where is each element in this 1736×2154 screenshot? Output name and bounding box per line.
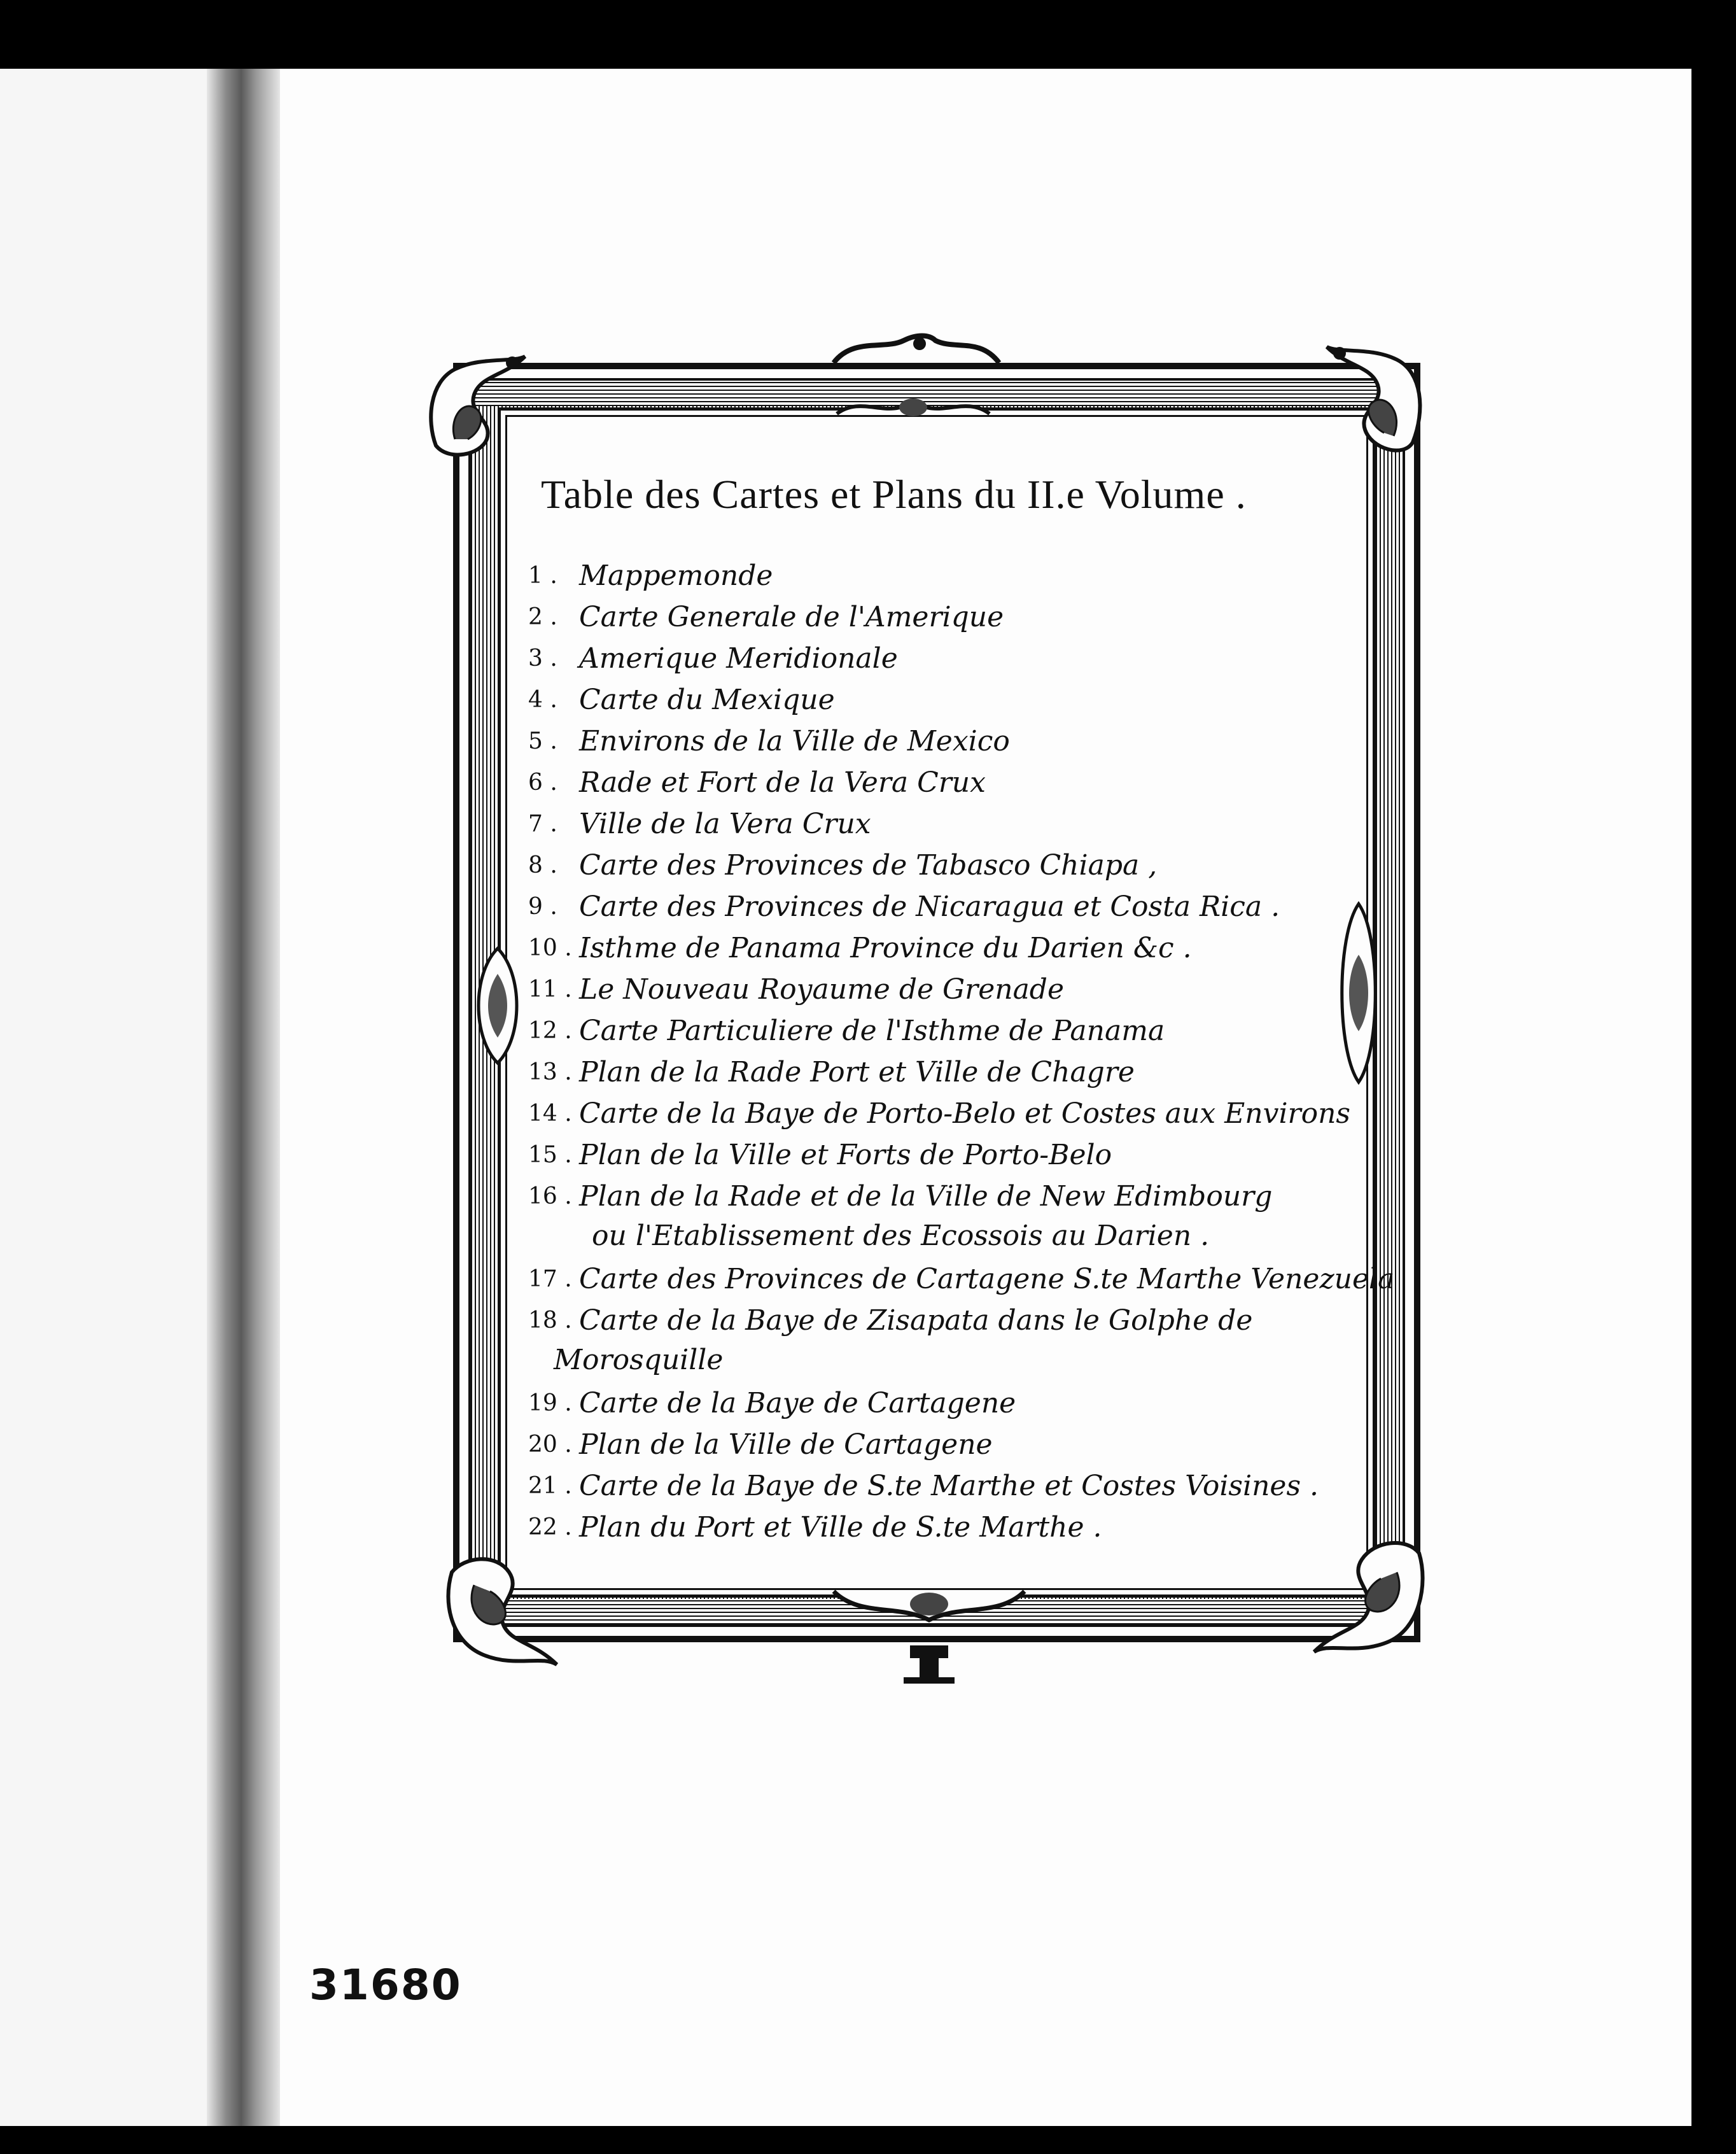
entry-number: 1 .: [528, 563, 557, 589]
entry-number: 17 .: [528, 1266, 572, 1292]
list-item: [528, 887, 1355, 929]
entry-text: Ville de la Vera Crux: [579, 808, 871, 840]
list-item: [528, 1425, 1355, 1467]
entry-text: Amerique Meridionale: [579, 642, 898, 675]
entry-text: Plan de la Ville de Cartagene: [579, 1428, 993, 1461]
entry-text-block: [579, 1177, 1272, 1260]
entry-text: Carte du Mexique: [579, 684, 835, 716]
entry-text: Carte des Provinces de Cartagene S.te Marthe Venezuela: [579, 1263, 1395, 1295]
entry-number: 14 .: [528, 1101, 572, 1127]
ornament-top-center-icon: [827, 331, 1005, 369]
entry-text: Mappemonde: [579, 560, 773, 592]
entry-number: 19 .: [528, 1390, 572, 1416]
list-item: [528, 1136, 1355, 1177]
ornament-bottom-center-icon: [827, 1579, 1031, 1630]
list-item: [528, 970, 1355, 1011]
entry-number: 10 .: [528, 935, 572, 961]
list-item: [528, 1053, 1355, 1094]
entry-text: Carte de la Baye de Porto-Belo et Costes aux Environs: [579, 1097, 1350, 1130]
entry-text: Carte des Provinces de Tabasco Chiapa ,: [579, 849, 1158, 882]
entry-number: 12 .: [528, 1018, 572, 1044]
list-item: [528, 680, 1355, 722]
list-item: [528, 1011, 1355, 1053]
entry-number: 5 .: [528, 728, 557, 754]
list-item: [528, 805, 1355, 846]
entry-text: Carte Particuliere de l'Isthme de Panama: [579, 1015, 1165, 1047]
list-item: [528, 722, 1355, 763]
entry-text: Plan de la Rade Port et Ville de Chagre: [579, 1056, 1135, 1088]
left-blank-page: [0, 69, 229, 2126]
entry-number: 4 .: [528, 687, 557, 713]
ornament-corner-top-left-icon: [423, 344, 538, 465]
list-item: [528, 598, 1355, 639]
list-item: [528, 1177, 1355, 1260]
list-item: [528, 929, 1355, 970]
entry-text: Carte de la Baye de Cartagene: [579, 1387, 1016, 1419]
entry-number: 6 .: [528, 770, 557, 796]
entry-text: Isthme de Panama Province du Darien &c .: [579, 932, 1192, 964]
entry-number: 22 .: [528, 1514, 572, 1540]
list-item: [528, 556, 1355, 598]
list-item: [528, 1508, 1355, 1549]
entry-number: 3 .: [528, 645, 557, 672]
list-item: [528, 846, 1355, 887]
entry-text: Carte des Provinces de Nicaragua et Costa Rica .: [579, 890, 1280, 923]
accession-number: 31680: [309, 1960, 462, 2010]
entry-text: Carte de la Baye de Zisapata dans le Golphe de: [579, 1304, 1253, 1337]
list-item: [528, 1467, 1355, 1508]
table-of-maps: [528, 471, 1395, 1549]
table-title: Table des Cartes et Plans du II.e Volume .: [541, 472, 1247, 517]
entry-text: Carte Generale de l'Amerique: [579, 601, 1004, 633]
entry-text: Plan de la Rade et de la Ville de New Edimbourg: [579, 1180, 1273, 1213]
entry-continuation: ou l'Etablissement des Ecossois au Darien .: [592, 1220, 1210, 1252]
list-item: [528, 639, 1355, 680]
entry-text: Le Nouveau Royaume de Grenade: [579, 973, 1065, 1006]
entry-number: 13 .: [528, 1059, 572, 1085]
entry-text: Environs de la Ville de Mexico: [579, 725, 1010, 757]
ornament-pedestal-icon: [897, 1642, 961, 1687]
entry-number: 7 .: [528, 811, 557, 837]
entry-number: 20 .: [528, 1432, 572, 1458]
entries-list: [528, 556, 1395, 1549]
entry-text: Plan de la Ville et Forts de Porto-Belo: [579, 1139, 1112, 1171]
entry-number: 15 .: [528, 1142, 572, 1168]
entry-number: 2 .: [528, 604, 557, 630]
entry-text: Carte de la Baye de S.te Marthe et Costes Voisines .: [579, 1470, 1319, 1502]
entry-text: Rade et Fort de la Vera Crux: [579, 766, 986, 799]
entry-number: 16 .: [528, 1183, 572, 1209]
entry-text-block: [554, 1301, 1253, 1384]
list-item: [528, 1094, 1355, 1136]
entry-continuation: Morosquille: [554, 1344, 724, 1376]
entry-number: 18 .: [528, 1307, 572, 1334]
ornament-corner-top-right-icon: [1311, 334, 1432, 468]
ornament-corner-bottom-left-icon: [439, 1547, 566, 1674]
ornament-top-inner-center-icon: [830, 388, 996, 426]
entry-number: 9 .: [528, 894, 557, 920]
list-item: [528, 1384, 1355, 1425]
ornament-left-center-icon: [466, 942, 529, 1069]
ornament-corner-bottom-right-icon: [1298, 1528, 1432, 1674]
entry-number: 21 .: [528, 1473, 572, 1499]
list-item: [528, 1260, 1395, 1301]
list-item: [528, 1301, 1355, 1384]
entry-text: Plan du Port et Ville de S.te Marthe .: [579, 1511, 1102, 1544]
entry-number: 11 .: [528, 976, 572, 1003]
list-item: [528, 763, 1355, 805]
entry-number: 8 .: [528, 852, 557, 878]
book-gutter: [207, 69, 283, 2126]
